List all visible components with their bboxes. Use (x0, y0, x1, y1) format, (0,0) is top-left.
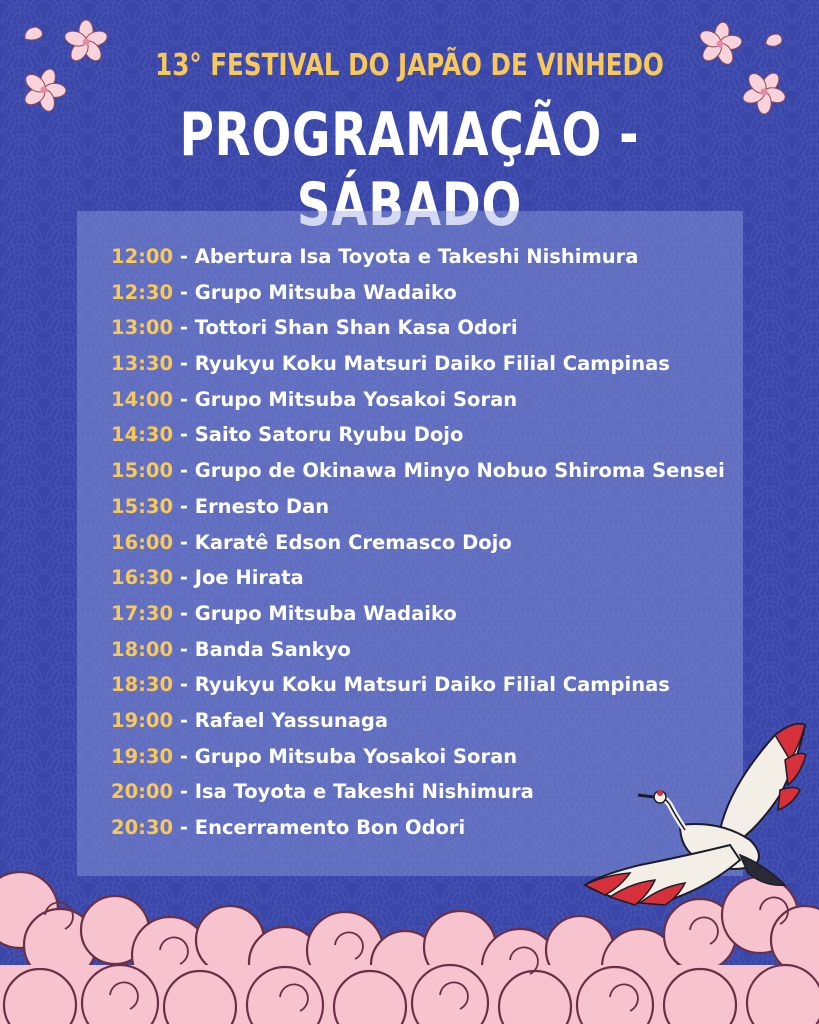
schedule-separator: - (173, 637, 195, 661)
schedule-time: 13:30 (111, 352, 174, 376)
schedule-separator: - (173, 816, 195, 839)
crane-icon (580, 715, 810, 915)
schedule-act: Grupo Mitsuba Wadaiko (194, 280, 457, 304)
schedule-time: 14:00 (111, 387, 174, 411)
festival-subtitle: 13° FESTIVAL DO JAPÃO DE VINHEDO (155, 48, 664, 83)
cherry-petal-icon (22, 24, 46, 44)
schedule-item (111, 281, 751, 317)
schedule-separator: - (173, 780, 195, 804)
schedule-separator: - (173, 316, 195, 340)
schedule-act: Banda Sankyo (194, 637, 351, 661)
schedule-time: 13:00 (111, 316, 174, 340)
schedule-separator: - (173, 352, 195, 376)
schedule-time: 15:00 (111, 459, 174, 483)
schedule-separator: - (173, 245, 195, 268)
page-title: PROGRAMAÇÃO - SÁBADO (179, 100, 640, 240)
schedule-act: Grupo Mitsuba Yosakoi Soran (194, 387, 518, 411)
schedule-act: Grupo Mitsuba Wadaiko (194, 601, 457, 625)
schedule-separator: - (173, 387, 195, 411)
schedule-separator: - (173, 280, 195, 304)
schedule-item (111, 423, 751, 459)
schedule-act: Encerramento Bon Odori (194, 816, 466, 839)
schedule-time: 17:30 (111, 601, 174, 625)
schedule-act: Abertura Isa Toyota e Takeshi Nishimura (194, 245, 639, 268)
schedule-time: 18:30 (111, 673, 174, 697)
schedule-time: 14:30 (111, 423, 174, 447)
schedule-item (111, 352, 751, 388)
schedule-separator: - (173, 744, 195, 768)
schedule-act: Saito Satoru Ryubu Dojo (194, 423, 464, 447)
schedule-act: Ernesto Dan (194, 494, 330, 518)
schedule-separator: - (173, 673, 195, 697)
schedule-act: Ryukyu Koku Matsuri Daiko Filial Campinas (194, 352, 670, 376)
schedule-act: Grupo Mitsuba Yosakoi Soran (194, 744, 518, 768)
cherry-blossom-icon (740, 68, 788, 116)
schedule-time: 16:00 (111, 530, 174, 554)
schedule-item (111, 245, 751, 281)
schedule-item (111, 388, 751, 424)
schedule-separator: - (173, 459, 195, 483)
schedule-time: 16:30 (111, 566, 174, 590)
schedule-time: 19:00 (111, 708, 174, 732)
schedule-item (111, 566, 751, 602)
schedule-item (111, 316, 751, 352)
schedule-item (111, 531, 751, 567)
cherry-blossom-icon (20, 66, 68, 114)
schedule-act: Ryukyu Koku Matsuri Daiko Filial Campinas (194, 673, 670, 697)
schedule-time: 12:00 (111, 245, 174, 268)
schedule-item (111, 602, 751, 638)
schedule-separator: - (173, 566, 195, 590)
schedule-time: 20:30 (111, 816, 174, 839)
schedule-act: Rafael Yassunaga (194, 708, 389, 732)
schedule-time: 18:00 (111, 637, 174, 661)
schedule-act: Grupo de Okinawa Minyo Nobuo Shiroma Sensei (194, 459, 725, 483)
cherry-petal-icon (762, 30, 786, 50)
schedule-item (111, 495, 751, 531)
schedule-act: Joe Hirata (194, 566, 304, 590)
schedule-separator: - (173, 530, 195, 554)
schedule-item (111, 673, 751, 709)
schedule-time: 20:00 (111, 780, 174, 804)
schedule-act: Karatê Edson Cremasco Dojo (194, 530, 512, 554)
schedule-act: Isa Toyota e Takeshi Nishimura (194, 780, 534, 804)
schedule-separator: - (173, 494, 195, 518)
schedule-item (111, 459, 751, 495)
schedule-item (111, 638, 751, 674)
schedule-act: Tottori Shan Shan Kasa Odori (194, 316, 518, 340)
schedule-separator: - (173, 708, 195, 732)
schedule-time: 12:30 (111, 280, 174, 304)
schedule-separator: - (173, 601, 195, 625)
schedule-time: 15:30 (111, 494, 174, 518)
schedule-time: 19:30 (111, 744, 174, 768)
schedule-separator: - (173, 423, 195, 447)
